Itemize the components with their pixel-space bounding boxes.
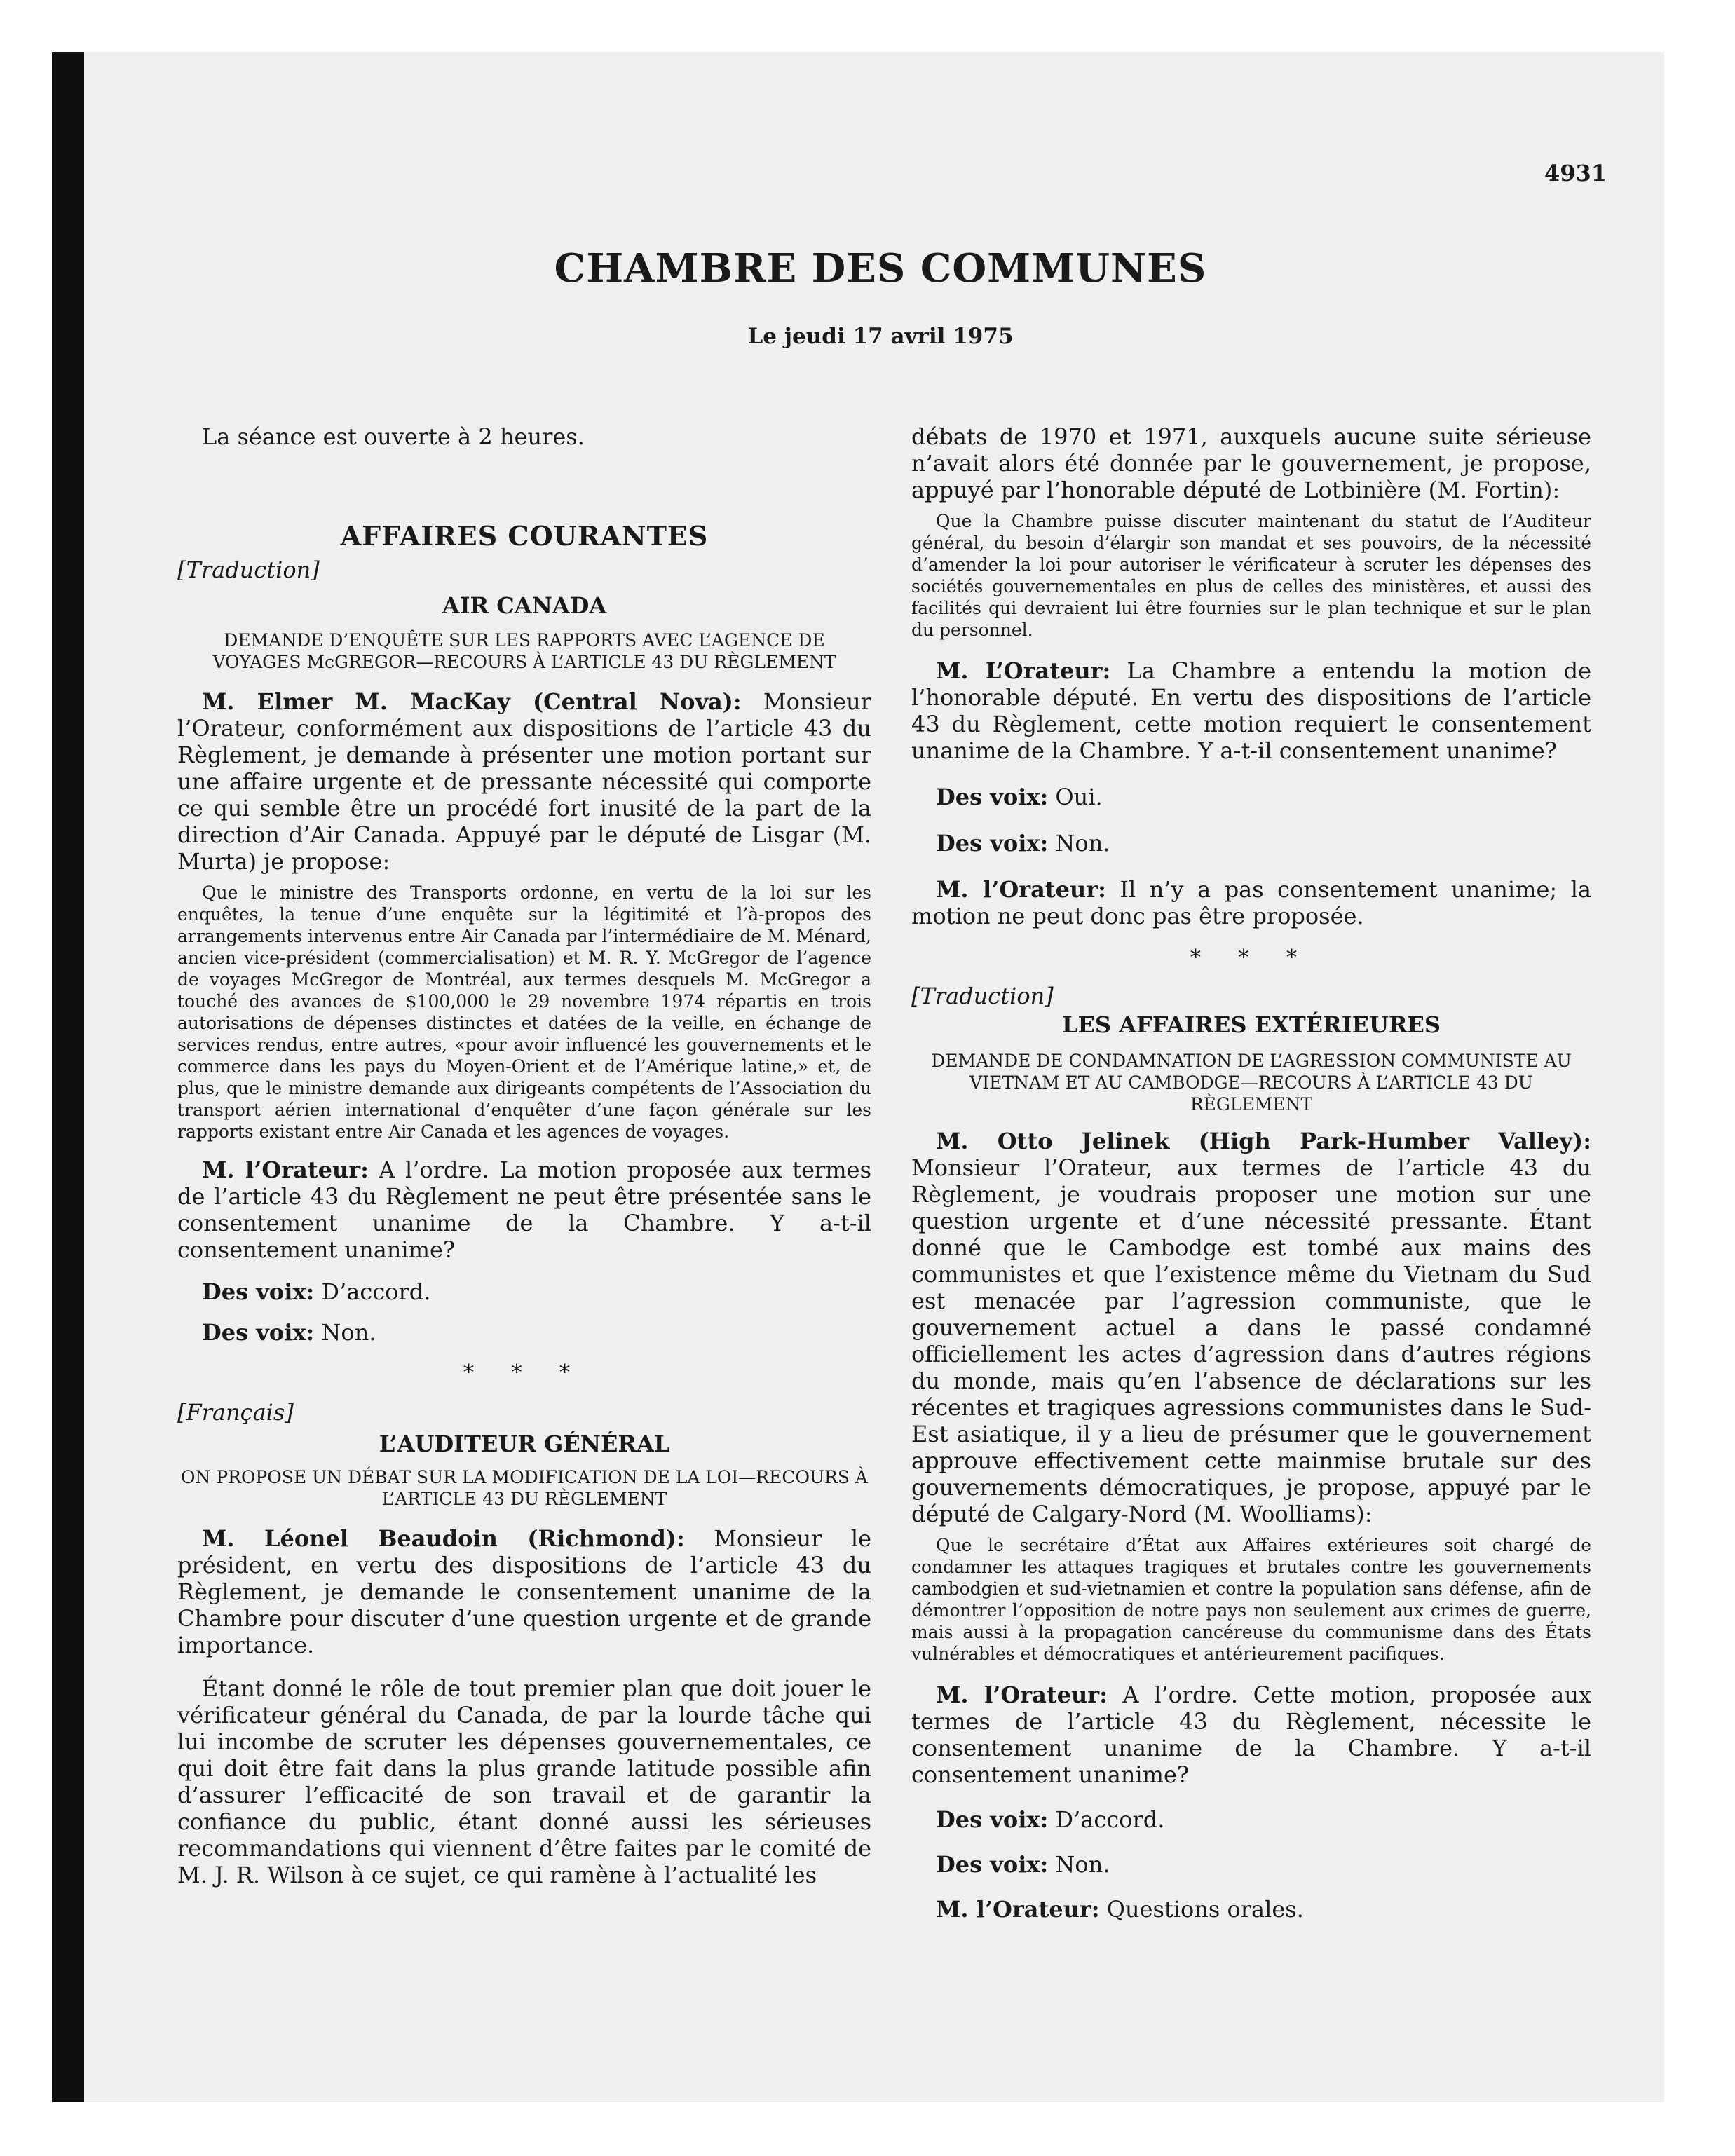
speech-orateur-3 xyxy=(911,876,1591,929)
voices-text: Oui. xyxy=(1055,784,1103,810)
speaker-name: M. Otto Jelinek (High Park-Humber Valley): xyxy=(936,1128,1591,1154)
subject-air-canada: DEMANDE D’ENQUÊTE SUR LES RAPPORTS AVEC L’AGENCE DE VOYAGES McGREGOR—RECOURS À L’ARTICLE 43 DU RÈGLEMENT xyxy=(212,630,836,672)
opening-line: La séance est ouverte à 2 heures. xyxy=(202,423,585,450)
paragraph-verificateur: Étant donné le rôle de tout premier plan que doit jouer le vérificateur général du Canada, de par la lourde tâche qui lui incombe de scruter les dépenses gouvernementales, ce qui doit être fait dans la plus grande latitude possible afin d’assurer l’efficacité de son travail et de garantir la confiance du public, étant donné aussi les sérieuses recommandations qui viennent d’être faites par le comité de M. J. R. Wilson à ce sujet, ce qui ramène à l’actualité les xyxy=(177,1675,871,1888)
speaker-name: M. l’Orateur: xyxy=(202,1157,369,1183)
scan-edge-shadow xyxy=(52,52,84,2102)
voices-text: D’accord. xyxy=(1055,1806,1165,1833)
left-column xyxy=(177,423,871,1888)
subject-auditeur: ON PROPOSE UN DÉBAT SUR LA MODIFICATION DE LA LOI—RECOURS À L’ARTICLE 43 DU RÈGLEMENT xyxy=(181,1467,868,1509)
speech-mackay xyxy=(177,688,871,875)
continuation-paragraph: débats de 1970 et 1971, auxquels aucune suite sérieuse n’avait alors été donnée par le gouvernement, je propose, appuyé par l’honorable député de Lotbinière (M. Fortin): xyxy=(911,423,1591,503)
voices-label: Des voix: xyxy=(936,830,1049,857)
speech-orateur-5 xyxy=(911,1896,1591,1923)
voices-1 xyxy=(177,1278,871,1305)
heading-affaires-exterieures: LES AFFAIRES EXTÉRIEURES xyxy=(1062,1011,1441,1038)
voices-text: D’accord. xyxy=(321,1278,431,1305)
speaker-name: M. l’Orateur: xyxy=(936,1896,1100,1923)
speech-text: A l’ordre. Cette motion, proposée aux termes de l’article 43 du Règlement, nécessite le consentement unanime de la Chambre. Y a-t-il consentement unanime? xyxy=(911,1681,1592,1788)
speech-orateur-2 xyxy=(911,657,1591,764)
speech-jelinek xyxy=(911,1128,1591,1527)
speech-text: Questions orales. xyxy=(1106,1896,1304,1923)
motion-air-canada: Que le ministre des Transports ordonne, en vertu de la loi sur les enquêtes, la tenue d’une enquête sur la légitimité et l’à-propos des arrangements intervenus entre Air Canada par l’intermédiaire de M. Ménard, ancien vice-président (commercialisation) et M. R. Y. McGregor de l’agence de voyages McGregor de Montréal, aux termes desquels M. McGregor a touché des avances de $100,000 le 29 novembre 1974 répartis en trois autorisations de dépenses distinctes et datées de la veille, en échange de services rendus, entre autres, «pour avoir influencé les gouvernements et le commerce dans les pays du Moyen-Orient et de l’Amérique latine,» et, de plus, que le ministre demande aux dirigeants compétents de l’Association du transport aérien international d’enquêter d’une façon générale sur les rapports existant entre Air Canada et les agences de voyages. xyxy=(177,882,871,1142)
sitting-date: Le jeudi 17 avril 1975 xyxy=(747,324,1014,349)
page-title: CHAMBRE DES COMMUNES xyxy=(554,245,1207,292)
heading-air-canada: AIR CANADA xyxy=(442,592,607,619)
speech-text: Monsieur le président, en vertu des dispositions de l’article 43 du Règlement, je demande le consentement unanime de la Chambre pour discuter d’une question urgente et de grande importance. xyxy=(177,1525,872,1658)
francais-tag: [Français] xyxy=(177,1399,294,1426)
page-number: 4931 xyxy=(1544,160,1607,186)
speech-text: Il n’y a pas consentement unanime; la motion ne peut donc pas être proposée. xyxy=(911,876,1591,929)
subject-affaires-exterieures: DEMANDE DE CONDAMNATION DE L’AGRESSION COMMUNISTE AU VIETNAM ET AU CAMBODGE—RECOURS À L’ARTICLE 43 DU RÈGLEMENT xyxy=(931,1051,1572,1114)
right-column xyxy=(911,423,1591,1923)
speaker-name: M. L’Orateur: xyxy=(936,657,1111,684)
speaker-name: M. l’Orateur: xyxy=(936,876,1106,903)
voices-text: Non. xyxy=(321,1319,376,1346)
speech-text: Monsieur l’Orateur, aux termes de l’article 43 du Règlement, je voudrais proposer une motion sur une question urgente et d’une nécessité pressante. Étant donné que le Cambodge est tombé aux mains des communistes et que l’existence même du Vietnam du Sud est menacée par l’agression communiste, que le gouvernement actuel a dans le passé condamné officiellement les actes d’agression dans d’autres régions du monde, mais qu’en l’absence de déclarations sur les récentes et tragiques agressions communistes dans le Sud-Est asiatique, il y a lieu de présumer que le gouvernement approuve effectivement cette mainmise brutale sur des gouvernements démocratiques, je propose, appuyé par le député de Calgary-Nord (M. Woolliams): xyxy=(911,1154,1591,1527)
voices-text: Non. xyxy=(1055,1851,1110,1878)
voices-label: Des voix: xyxy=(202,1278,315,1305)
separator-stars: * * * xyxy=(463,1360,586,1385)
voices-6 xyxy=(911,1851,1591,1878)
voices-text: Non. xyxy=(1055,830,1110,857)
voices-3 xyxy=(911,784,1591,810)
speaker-name: M. l’Orateur: xyxy=(936,1681,1108,1708)
speaker-name: M. Elmer M. MacKay (Central Nova): xyxy=(202,688,742,715)
speech-text: La Chambre a entendu la motion de l’honorable député. En vertu des dispositions de l’article 43 du Règlement, cette motion requiert le consentement unanime de la Chambre. Y a-t-il consentement unanime? xyxy=(911,657,1592,764)
separator-stars: * * * xyxy=(1190,946,1313,970)
voices-label: Des voix: xyxy=(202,1319,315,1346)
translation-tag: [Traduction] xyxy=(911,983,1054,1009)
voices-5 xyxy=(911,1806,1591,1833)
heading-auditeur-general: L’AUDITEUR GÉNÉRAL xyxy=(379,1431,670,1457)
voices-label: Des voix: xyxy=(936,1851,1049,1878)
motion-affaires-exterieures: Que le secrétaire d’État aux Affaires extérieures soit chargé de condamner les attaques tragiques et brutales contre les gouvernements cambodgien et sud-vietnamien et contre la population sans défense, afin de démontrer l’opposition de notre pays non seulement aux crimes de guerre, mais aussi à la propagation cancéreuse du communisme dans des États vulnérables et démocratiques et antérieurement pacifiques. xyxy=(911,1535,1591,1664)
section-heading-affaires-courantes: AFFAIRES COURANTES xyxy=(340,520,709,552)
speech-text: Monsieur l’Orateur, conformément aux dispositions de l’article 43 du Règlement, je demande à présenter une motion portant sur une affaire urgente et de pressante nécessité qui comporte ce qui semble être un procédé fort inusité de la part de la direction d’Air Canada. Appuyé par le député de Lisgar (M. Murta) je propose: xyxy=(177,688,871,875)
speech-orateur-1 xyxy=(177,1157,871,1263)
speech-text: A l’ordre. La motion proposée aux termes de l’article 43 du Règlement ne peut être présentée sans le consentement unanime de la Chambre. Y a-t-il consentement unanime? xyxy=(177,1157,871,1263)
speaker-name: M. Léonel Beaudoin (Richmond): xyxy=(202,1525,685,1552)
speech-beaudoin xyxy=(177,1525,871,1658)
speech-orateur-4 xyxy=(911,1681,1591,1788)
voices-2 xyxy=(177,1319,871,1346)
translation-tag: [Traduction] xyxy=(177,557,320,583)
voices-label: Des voix: xyxy=(936,1806,1049,1833)
voices-4 xyxy=(911,830,1591,857)
voices-label: Des voix: xyxy=(936,784,1049,810)
motion-auditeur: Que la Chambre puisse discuter maintenant du statut de l’Auditeur général, du besoin d’élargir son mandat et ses pouvoirs, de la nécessité d’amender la loi pour autoriser le vérificateur à scruter les dépenses des sociétés gouvernementales en plus de celles des ministères, et aussi des facilités qui devraient lui être fournies sur le plan technique et sur le plan du personnel. xyxy=(911,511,1591,640)
